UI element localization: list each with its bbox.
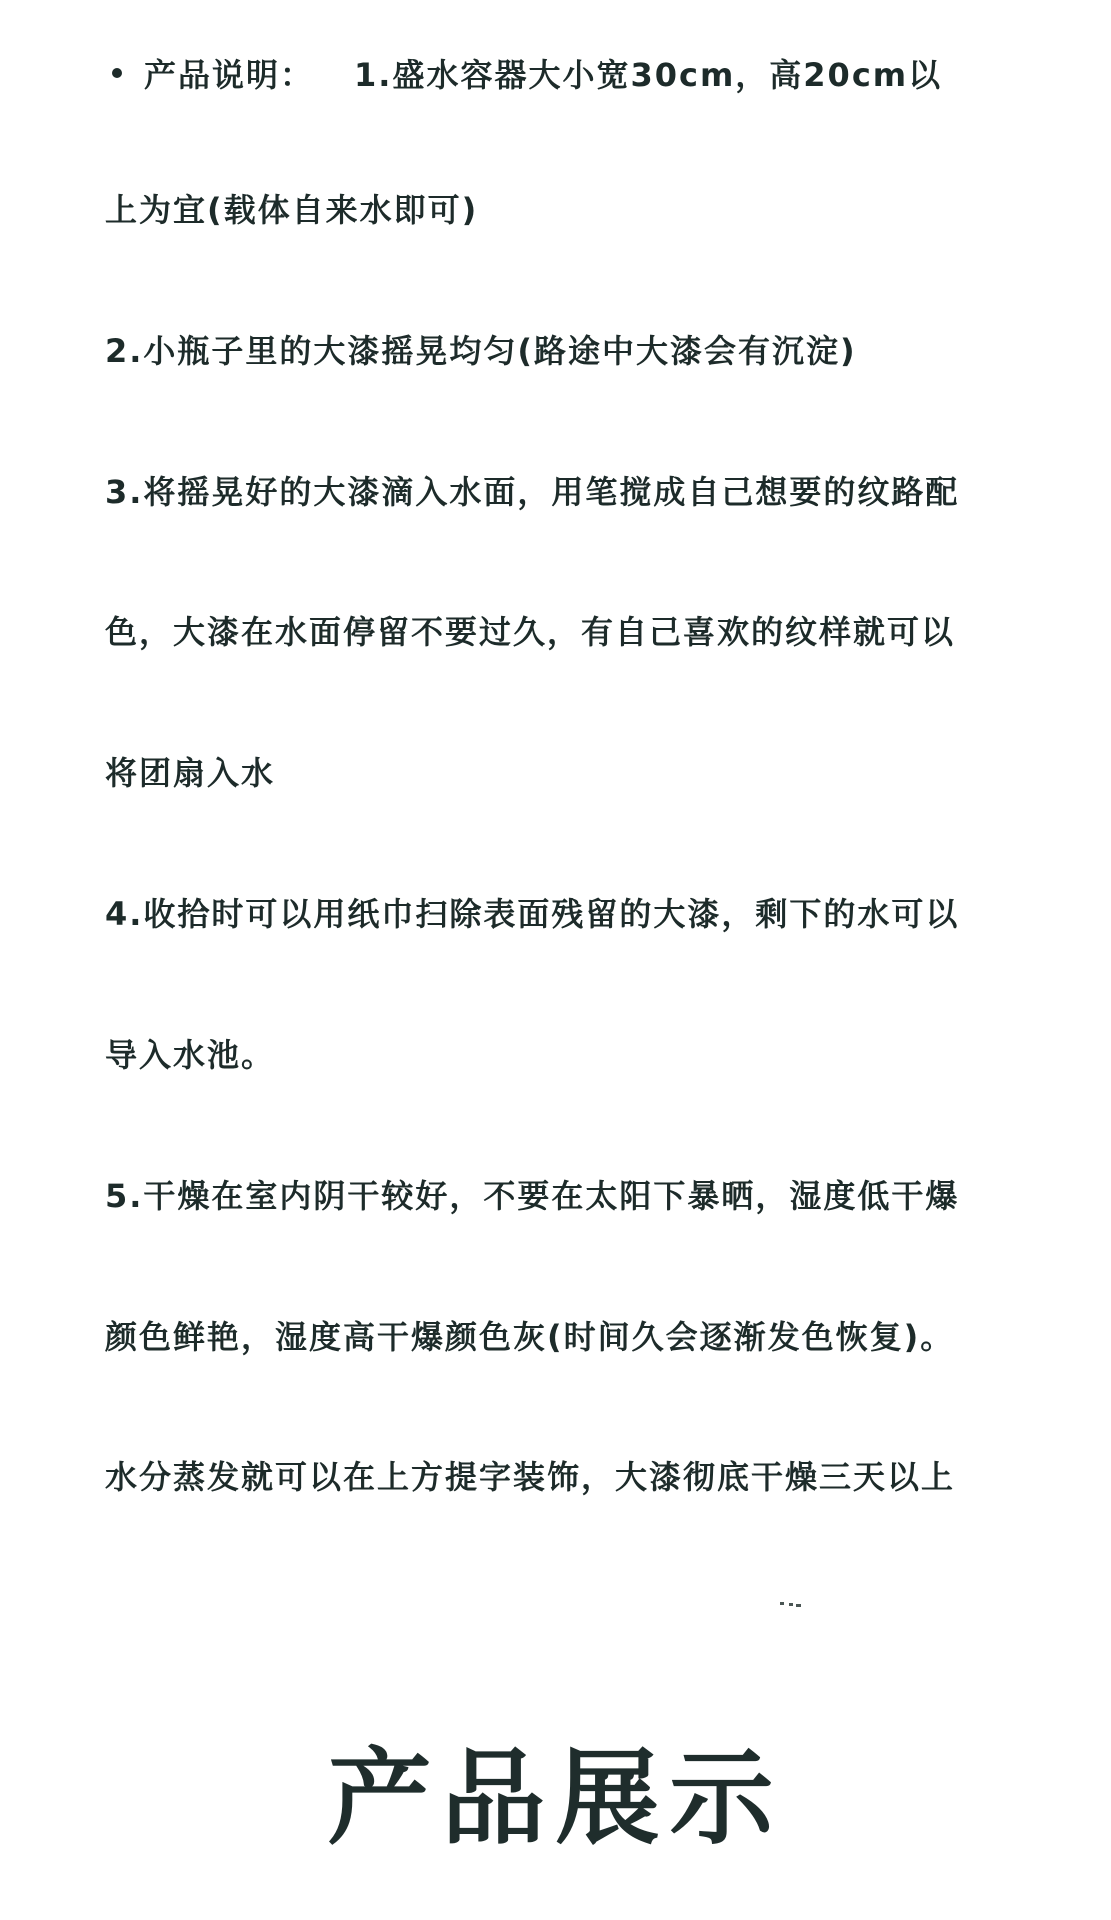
instruction-line: 5.干燥在室内阴干较好，不要在太阳下暴晒，湿度低干爆: [105, 1177, 960, 1215]
instruction-line: 导入水池。: [105, 1036, 276, 1074]
instruction-line: 将团扇入水: [105, 754, 276, 792]
instruction-line: 1.盛水容器大小宽30cm，高20cm以: [354, 56, 943, 94]
instruction-line: 颜色鲜艳，湿度高干爆颜色灰(时间久会逐渐发色恢复)。: [105, 1318, 955, 1356]
section-title: 产品展示: [327, 1737, 784, 1859]
instructions-heading: 产品说明：: [144, 56, 315, 94]
instructions-intro-line: [112, 55, 942, 95]
instruction-line: 3.将摇晃好的大漆滴入水面，用笔搅成自己想要的纹路配: [105, 473, 960, 511]
stray-marks: [780, 1602, 802, 1608]
instruction-line: 色，大漆在水面停留不要过久，有自己喜欢的纹样就可以: [105, 613, 956, 651]
instruction-line: 上为宜(载体自来水即可): [105, 191, 479, 229]
bullet-dot-icon: [112, 68, 122, 78]
instruction-line: 水分蒸发就可以在上方提字装饰，大漆彻底干燥三天以上: [105, 1458, 956, 1496]
instruction-line: 4.收拾时可以用纸巾扫除表面残留的大漆，剩下的水可以: [105, 895, 960, 933]
instruction-line: 2.小瓶子里的大漆摇晃均匀(路途中大漆会有沉淀): [105, 332, 857, 370]
